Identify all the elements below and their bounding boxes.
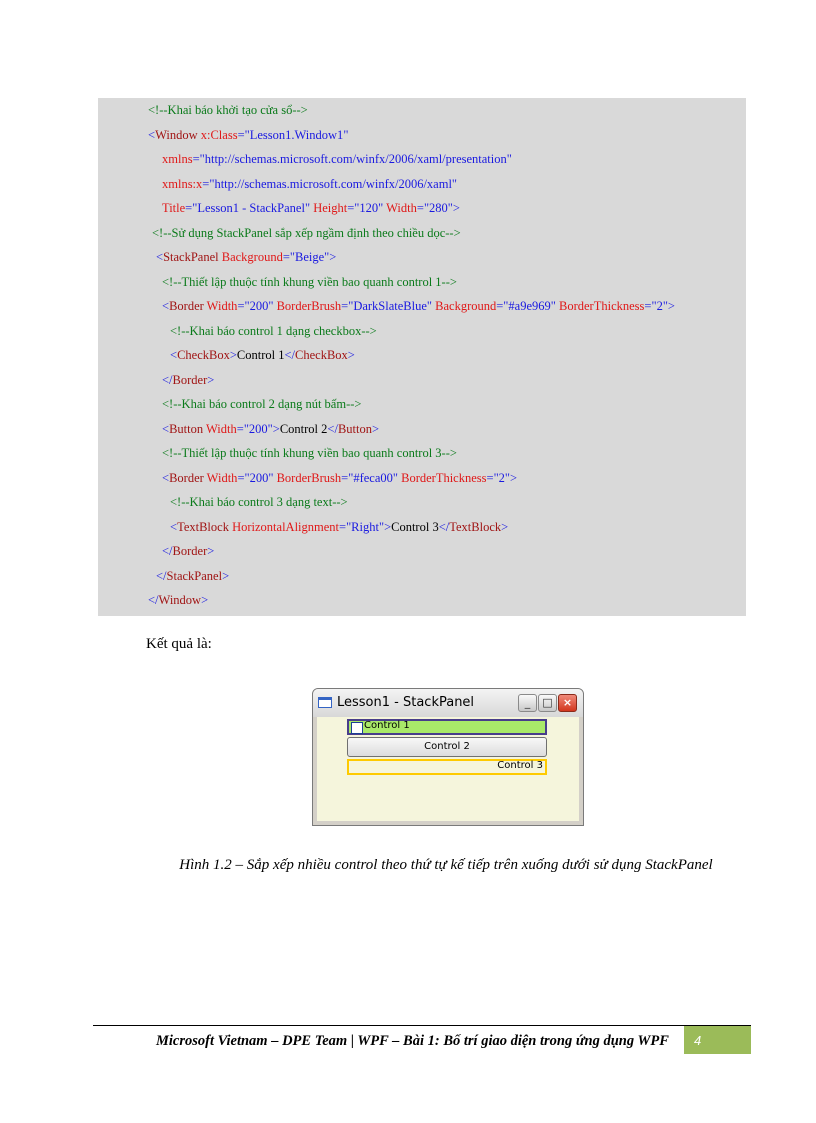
code-line xyxy=(162,396,361,412)
code-token: =" xyxy=(237,127,250,142)
code-token: #a9e969 xyxy=(508,299,551,313)
code-token: CheckBox xyxy=(295,348,348,362)
code-token: " xyxy=(392,470,398,485)
code-token: =" xyxy=(341,470,354,485)
stackpanel xyxy=(317,717,579,821)
code-token: #feca00 xyxy=(353,470,393,485)
border-control-3 xyxy=(347,759,547,775)
code-token: Lesson1 - StackPanel xyxy=(197,201,305,215)
border-control-1 xyxy=(347,719,547,735)
code-line xyxy=(162,421,379,437)
code-token: =" xyxy=(347,201,360,215)
code-token: Border xyxy=(169,299,204,313)
code-line xyxy=(162,445,457,461)
code-token: x:Class xyxy=(197,127,238,142)
code-line xyxy=(170,347,355,363)
code-token: Background xyxy=(218,250,283,264)
code-token: =" xyxy=(202,176,215,191)
code-line xyxy=(162,151,512,167)
code-line xyxy=(148,592,208,608)
window-icon xyxy=(318,697,332,708)
code-token: <!--Khai báo control 1 dạng checkbox--> xyxy=(170,323,377,338)
code-token: http://schemas.microsoft.com/winfx/2006/xaml/presentation xyxy=(204,152,507,166)
code-token: Border xyxy=(172,544,208,558)
code-token: "> xyxy=(447,201,460,215)
code-token: " xyxy=(304,201,311,215)
code-token: BorderThickness xyxy=(555,299,645,313)
code-token: TextBlock xyxy=(177,519,229,534)
code-token: " xyxy=(343,127,349,142)
maximize-button[interactable]: □ xyxy=(538,694,557,712)
code-token: =" xyxy=(339,519,352,534)
code-token: Border xyxy=(169,470,204,485)
code-token: Background xyxy=(432,299,497,313)
code-listing xyxy=(98,98,746,616)
code-token: 200 xyxy=(249,299,269,313)
code-token: > xyxy=(501,519,509,534)
code-token: Border xyxy=(172,372,208,387)
code-token: Width xyxy=(203,299,238,313)
code-token: > xyxy=(201,593,209,607)
code-token: </ xyxy=(148,593,159,607)
code-token: " xyxy=(378,201,384,215)
code-token: <!--Sử dụng StackPanel sắp xếp ngầm định theo chiều dọc--> xyxy=(152,225,461,240)
code-token: StackPanel xyxy=(166,568,223,583)
code-token: > xyxy=(371,421,380,436)
code-line xyxy=(162,200,460,216)
figure-caption: Hình 1.2 – Sắp xếp nhiều control theo thứ tự kế tiếp trên xuống dưới sử dụng StackPanel xyxy=(179,857,713,873)
code-token: 200 xyxy=(249,470,269,485)
code-token: < xyxy=(162,421,170,436)
code-token: </ xyxy=(162,544,173,558)
code-line xyxy=(162,274,457,290)
footer-text: Microsoft Vietnam – DPE Team | WPF – Bài 1: Bố trí giao diện trong ứng dụng WPF xyxy=(156,1033,669,1049)
code-token: xmlns xyxy=(162,152,193,166)
code-token: Width xyxy=(203,421,237,436)
control-1-label[interactable]: Control 1 xyxy=(364,720,410,731)
code-line xyxy=(162,372,214,388)
code-token: < xyxy=(148,127,156,142)
result-label: Kết quả là: xyxy=(146,636,212,652)
code-token: Window xyxy=(155,127,198,142)
code-token: CheckBox xyxy=(177,348,230,362)
code-token: </ xyxy=(438,519,450,534)
minimize-button[interactable]: _ xyxy=(518,694,537,712)
control-3-textblock: Control 3 xyxy=(497,760,543,771)
code-token: 280 xyxy=(429,201,448,215)
code-token: > xyxy=(229,348,237,362)
code-token: 2 xyxy=(498,470,505,485)
code-line xyxy=(148,102,308,118)
code-line xyxy=(162,298,675,314)
code-token: xmlns:x xyxy=(162,176,203,191)
code-token: =" xyxy=(341,299,354,313)
code-token: <!--Thiết lập thuộc tính khung viền bao quanh control 3--> xyxy=(162,446,457,460)
wpf-window-preview xyxy=(312,688,584,826)
code-token: Height xyxy=(310,201,348,215)
code-token: Width xyxy=(383,201,417,215)
code-token: BorderBrush xyxy=(273,299,342,313)
code-token: Title xyxy=(162,201,186,215)
close-button[interactable]: × xyxy=(558,694,577,712)
code-token: 200 xyxy=(248,421,268,436)
code-token: > xyxy=(347,348,355,362)
code-token: Control 1 xyxy=(236,348,285,362)
code-token: </ xyxy=(162,372,173,387)
code-token: DarkSlateBlue xyxy=(353,299,427,313)
code-token: </ xyxy=(327,421,338,436)
code-line xyxy=(162,543,214,559)
code-token: =" xyxy=(185,201,198,215)
code-token: " xyxy=(550,299,556,313)
code-token: < xyxy=(156,250,164,264)
code-token: Button xyxy=(337,421,372,436)
code-token: StackPanel xyxy=(163,250,219,264)
code-token: BorderBrush xyxy=(273,470,342,485)
code-token: Control 2 xyxy=(279,421,328,436)
code-token: < xyxy=(170,519,178,534)
code-token: Button xyxy=(169,421,204,436)
code-token: <!--Thiết lập thuộc tính khung viền bao quanh control 1--> xyxy=(162,274,457,289)
code-token: =" xyxy=(282,250,295,264)
control-1-checkbox[interactable] xyxy=(351,722,363,734)
control-2-button[interactable]: Control 2 xyxy=(347,737,547,757)
code-token: " xyxy=(268,470,274,485)
code-token: 120 xyxy=(359,201,379,215)
code-line xyxy=(170,494,348,510)
code-token: Width xyxy=(203,470,238,485)
code-line xyxy=(162,176,457,192)
code-token: <!--Khai báo khởi tạo cửa sổ--> xyxy=(148,103,308,117)
code-token: Right xyxy=(351,519,379,534)
window-title-bar xyxy=(313,689,583,717)
code-token: Beige xyxy=(295,250,325,264)
code-token: "> xyxy=(504,470,518,485)
code-token: < xyxy=(162,299,170,313)
code-token: <!--Khai báo control 2 dạng nút bấm--> xyxy=(162,397,362,411)
code-token: =" xyxy=(416,201,430,215)
code-token: HorizontalAlignment xyxy=(228,519,340,534)
code-token: =" xyxy=(237,299,250,313)
code-token: </ xyxy=(156,568,167,583)
code-token: > xyxy=(207,544,215,558)
code-token: " xyxy=(426,299,433,313)
page-number: 4 xyxy=(684,1026,751,1054)
code-token: "> xyxy=(324,250,337,264)
code-token: =" xyxy=(486,470,499,485)
code-token: =" xyxy=(644,299,657,313)
code-token: =" xyxy=(237,470,250,485)
code-token: > xyxy=(207,372,215,387)
code-token: 2 xyxy=(656,299,663,313)
code-line xyxy=(170,519,508,535)
code-line xyxy=(148,127,348,143)
code-token: > xyxy=(222,568,230,583)
code-token: </ xyxy=(284,348,296,362)
code-line xyxy=(162,470,517,486)
code-token: Control 3 xyxy=(391,519,439,534)
code-token: " xyxy=(506,152,512,166)
footer-divider xyxy=(93,1025,751,1026)
code-line xyxy=(170,323,377,339)
window-title: Lesson1 - StackPanel xyxy=(337,695,475,710)
code-line xyxy=(156,568,229,584)
code-token: "> xyxy=(378,519,392,534)
code-token: "> xyxy=(267,421,280,436)
code-line xyxy=(156,249,336,265)
code-token: =" xyxy=(192,152,205,166)
code-token: "> xyxy=(662,299,675,313)
code-token: TextBlock xyxy=(449,519,502,534)
code-token: " xyxy=(268,299,274,313)
code-token: BorderThickness xyxy=(397,470,487,485)
code-token: < xyxy=(170,348,178,362)
code-token: < xyxy=(162,470,170,485)
code-line xyxy=(152,225,461,241)
code-token: =" xyxy=(236,421,249,436)
code-token: http://schemas.microsoft.com/winfx/2006/xaml xyxy=(214,176,452,191)
code-token: =" xyxy=(496,299,509,313)
code-token: Window xyxy=(158,593,202,607)
code-token: Lesson1.Window1 xyxy=(249,127,344,142)
code-token: " xyxy=(451,176,458,191)
code-token: <!--Khai báo control 3 dạng text--> xyxy=(170,495,348,509)
